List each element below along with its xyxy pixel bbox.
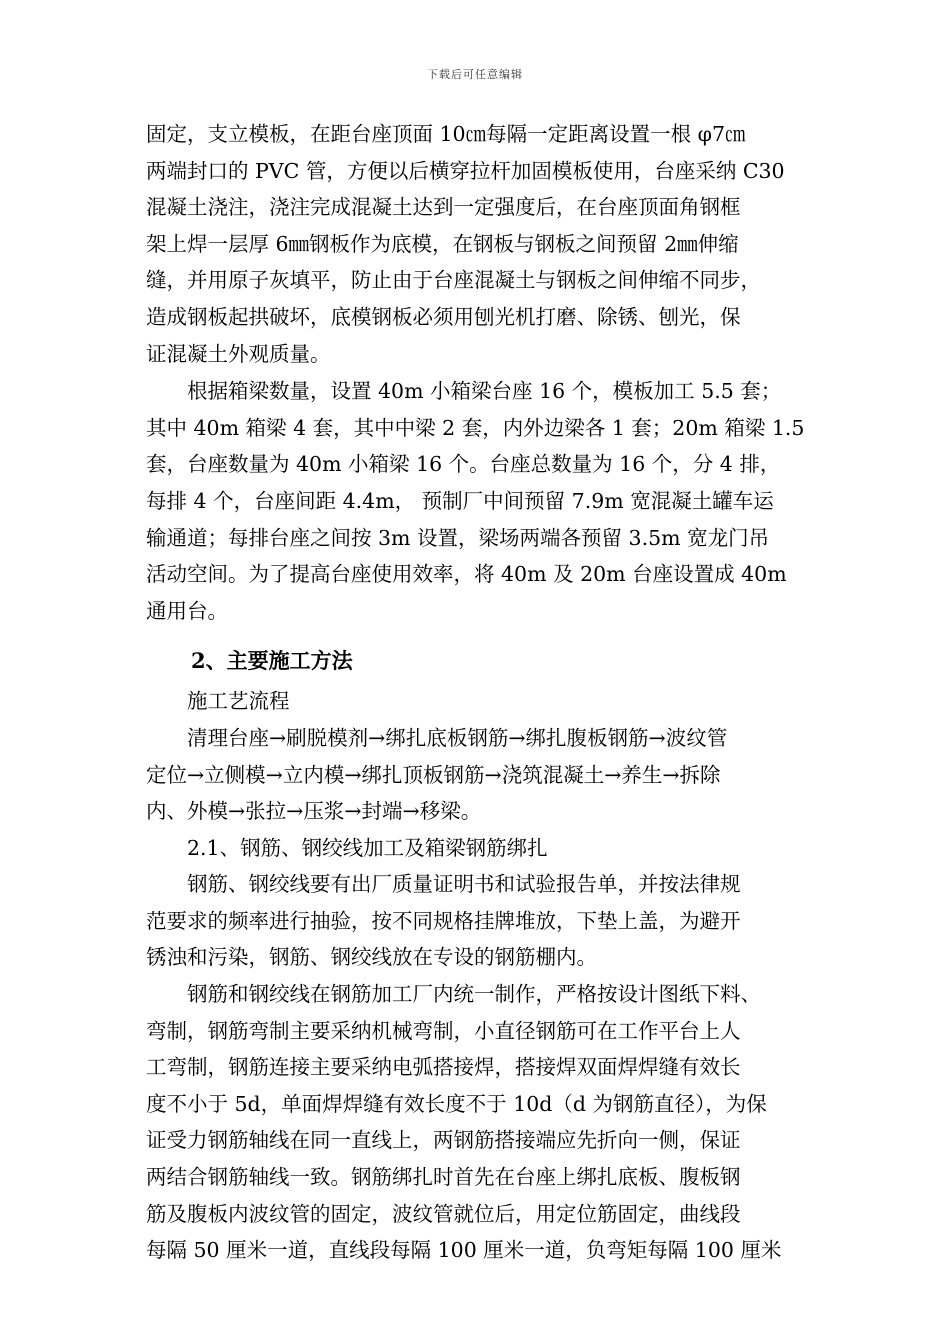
text-line: 范要求的频率进行抽验，按不同规格挂牌堆放，下垫上盖，为避开: [146, 908, 741, 933]
text-line: 其中 40m 箱梁 4 套，其中中梁 2 套，内外边梁各 1 套；20m 箱梁 1.5: [146, 415, 805, 440]
text-line: 筋及腹板内波纹管的固定，波纹管就位后，用定位筋固定，曲线段: [146, 1201, 741, 1226]
paragraph-formwork: [146, 116, 808, 372]
text-line: 施工艺流程: [187, 689, 290, 714]
text-line: 钢筋、钢绞线要有出厂质量证明书和试验报告单，并按法律规: [187, 872, 741, 897]
text-line: 内、外模→张拉→压浆→封端→移梁。: [146, 799, 482, 824]
text-line: 证受力钢筋轴线在同一直线上，两钢筋搭接端应先折向一侧，保证: [146, 1128, 741, 1153]
subsection-heading: [146, 830, 808, 867]
document-body: [146, 116, 808, 1269]
text-line: 通用台。: [146, 598, 228, 623]
text-line: 清理台座→刷脱模剂→绑扎底板钢筋→绑扎腹板钢筋→波纹管: [187, 725, 728, 750]
text-line: 定位→立侧模→立内模→绑扎顶板钢筋→浇筑混凝土→养生→拆除: [146, 762, 721, 787]
text-line: 架上焊一层厚 6㎜钢板作为底模，在钢板与钢板之间预留 2㎜伸缩: [146, 231, 739, 256]
text-line: 输通道；每排台座之间按 3m 设置，梁场两端各预留 3.5m 宽龙门吊: [146, 525, 770, 550]
text-line: 锈浊和污染，钢筋、钢绞线放在专设的钢筋棚内。: [146, 945, 597, 970]
text-line: 度不小于 5d，单面焊焊缝有效长度不于 10d（d 为钢筋直径），为保: [146, 1091, 767, 1116]
paragraph-process-title: [146, 683, 808, 720]
text-line: 两端封口的 PVC 管，方便以后横穿拉杆加固模板使用，台座采纳 C30: [146, 158, 785, 183]
text-line: 根据箱梁数量，设置 40m 小箱梁台座 16 个，模板加工 5.5 套；: [187, 379, 782, 404]
paragraph-pedestal-count: [146, 373, 808, 629]
text-line: 固定，支立模板，在距台座顶面 10㎝每隔一定距离设置一根 φ7㎝: [146, 122, 746, 146]
text-line: 两结合钢筋轴线一致。钢筋绑扎时首先在台座上绑扎底板、腹板钢: [146, 1165, 741, 1190]
text-line: 造成钢板起拱破坏，底模钢板必须用刨光机打磨、除锈、刨光，保: [146, 304, 741, 329]
paragraph-steel-inspection: [146, 866, 808, 976]
text-line: 2.1、钢筋、钢绞线加工及箱梁钢筋绑扎: [187, 835, 548, 860]
text-line: 每隔 50 厘米一道，直线段每隔 100 厘米一道，负弯矩每隔 100 厘米: [146, 1238, 782, 1263]
page-header: 下载后可任意编辑: [427, 68, 523, 81]
text-line: 活动空间。为了提高台座使用效率，将 40m 及 20m 台座设置成 40m: [146, 562, 787, 587]
text-line: 弯制，钢筋弯制主要采纳机械弯制，小直径钢筋可在工作平台上人: [146, 1018, 741, 1043]
text-line: 套，台座数量为 40m 小箱梁 16 个。台座总数量为 16 个，分 4 排，: [146, 452, 781, 477]
paragraph-process-flow: [146, 720, 808, 830]
text-line: 钢筋和钢绞线在钢筋加工厂内统一制作，严格按设计图纸下料、: [187, 982, 761, 1007]
text-line: 缝，并用原子灰填平，防止由于台座混凝土与钢板之间伸缩不同步，: [146, 268, 761, 293]
text-line: 每排 4 个，台座间距 4.4m， 预制厂中间预留 7.9m 宽混凝土罐车运: [146, 488, 774, 513]
section-heading: 2、主要施工方法: [191, 648, 353, 674]
text-line: 工弯制，钢筋连接主要采纳电弧搭接焊，搭接焊双面焊焊缝有效长: [146, 1055, 741, 1080]
text-line: 混凝土浇注，浇注完成混凝土达到一定强度后，在台座顶面角钢框: [146, 195, 741, 220]
paragraph-steel-fabrication: [146, 976, 808, 1269]
text-line: 证混凝土外观质量。: [146, 341, 331, 366]
